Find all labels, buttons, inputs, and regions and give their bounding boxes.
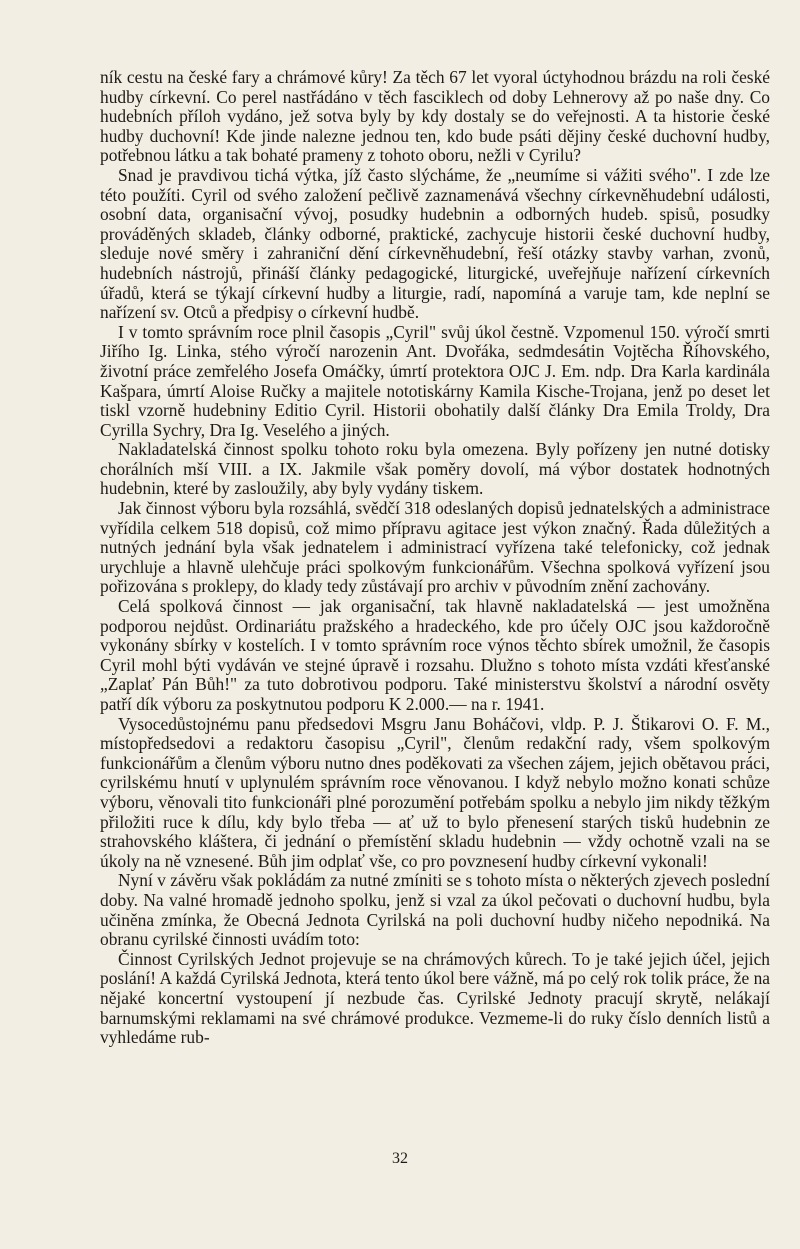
paragraph: Nyní v závěru však pokládám za nutné zmíniti se s tohoto místa o některých zjevech poslední doby. Na valné hromadě jednoho spolku, jenž si vzal za úkol pečovati o duchovní hudbu, byla učiněna zmínka, že Obecná Jednota Cyrilská na poli duchovní hudby ničeho nepodniká. Na obranu cyrilské činnosti uvádím toto: xyxy=(100,870,770,950)
paragraph: Jak činnost výboru byla rozsáhlá, svědčí 318 odeslaných dopisů jednatelských a administrace vyřídila celkem 518 dopisů, což mimo přípravu agitace jest výkon značný. Řada důležitých a nutných jednání byla však jednatelem i administrací vyřízena také telefonicky, což jednak urychluje a hlavně ulehčuje práci spolkovým funkcionářům. Všechna spolková vyřízení jsou pořizována s proklepy, do klady tedy zůstávají pro archiv v původním znění zachovány. xyxy=(100,498,770,597)
paragraph: Snad je pravdivou tichá výtka, jíž často slýcháme, že „neumíme si vážiti svého". I zde lze této použíti. Cyril od svého založení pečlivě zaznamenává všechny církevněhudební události, osobní data, organisační vývoj, posudky hudebnin a odborných hudeb. spisů, posudky prováděných skladeb, články odborné, praktické, zachycuje historii české duchovní hudby, sleduje nové směry i zahraniční dění církevněhudební, řeší otázky stavby varhan, zvonů, hudebních nástrojů, přináší články pedagogické, liturgické, uveřejňuje nařízení církevních úřadů, která se týkají církevní hudby a liturgie, radí, napomíná a varuje tam, kde neplní se nařízení sv. Otců a předpisy o církevní hudbě. xyxy=(100,164,770,323)
paragraph: Celá spolková činnost — jak organisační, tak hlavně nakladatelská — jest umožněna podporou nejdůst. Ordinariátu pražského a hradeckého, kde pro účely OJC jsou každoročně vykonány sbírky v kostelích. I v tomto správním roce výnos těchto sbírek umožnil, že časopis Cyril mohl býti vydáván ve stejné úpravě i rozsahu. Dlužno s tohoto místa vzdáti křesťanské „Zaplať Pán Bůh!" za tuto dobrotivou podporu. Také ministerstvu školství a národní osvěty patří dík výboru za poskytnutou podporu K 2.000.— na r. 1941. xyxy=(100,596,770,714)
paragraph: Vysocedůstojnému panu předsedovi Msgru Janu Boháčovi, vldp. P. J. Štikarovi O. F. M., místopředsedovi a redaktoru časopisu „Cyril", členům redakční rady, všem spolkovým funkcionářům a členům výboru nutno dnes poděkovati za všechen zájem, jejich obětavou práci, cyrilskému hnutí v uplynulém správním roce věnovanou. I když nebylo možno konati schůze výboru, věnovali tito funkcionáři plné porozumění potřebám spolku a nebylo jim nikdy těžkým přiložiti ruce k dílu, kdy bylo třeba — ať už to bylo přenesení starých tisků hudebnin ze strahovského kláštera, či jednání o přemístění skladu hudebnin — vždy ochotně vzali na se úkoly na ně vznesené. Bůh jim odplať vše, co pro povznesení hudby církevní vykonali! xyxy=(100,713,770,871)
paragraph: Nakladatelská činnost spolku tohoto roku byla omezena. Byly pořízeny jen nutné dotisky chorálních mší VIII. a IX. Jakmile však poměry dovolí, má výbor dostatek hodnotných hudebnin, které by zasloužily, aby byly vydány tiskem. xyxy=(100,439,770,499)
body-text xyxy=(100,68,770,1048)
paragraph: I v tomto správním roce plnil časopis „Cyril" svůj úkol čestně. Vzpomenul 150. výročí smrti Jiřího Ig. Linka, stého výročí narozenin Ant. Dvořáka, sedmdesátin Vojtěcha Říhovského, životní práce zemřelého Josefa Omáčky, úmrtí protektora OJC J. Em. ndp. Dra Karla kardinála Kašpara, úmrtí Aloise Ručky a majitele nototiskárny Kamila Kische-Trojana, jenž po deset let tiskl vzorně hudebniny Editio Cyril. Historii obohatily další články Dra Emila Troldy, Dra Cyrilla Sychry, Dra Ig. Veselého a jiných. xyxy=(100,321,770,440)
paragraph: ník cestu na české fary a chrámové kůry! Za těch 67 let vyoral úctyhodnou brázdu na roli české hudby církevní. Co perel nastřádáno v těch fasciklech od doby Lehnerovy až po naše dny. Co hudebních příloh vydáno, jež sotva byly by kdy dostaly se do veřejnosti. A ta historie české hudby duchovní! Kde jinde nalezne jednou ten, kdo bude psáti dějiny české duchovní hudby, potřebnou látku a tak bohaté prameny z tohoto oboru, nežli v Cyrilu? xyxy=(100,67,770,166)
page-number: 32 xyxy=(392,1150,408,1167)
paragraph: Činnost Cyrilských Jednot projevuje se na chrámových kůrech. To je také jejich účel, jejich poslání! A každá Cyrilská Jednota, která tento úkol bere vážně, má po celý rok tolik práce, že na nějaké koncertní vystoupení jí nezbude čas. Cyrilské Jednoty pracují skrytě, nelákají barnumskými reklamami na své chrámové produkce. Vezmeme-li do ruky číslo denních listů a vyhledáme rub- xyxy=(100,948,770,1048)
